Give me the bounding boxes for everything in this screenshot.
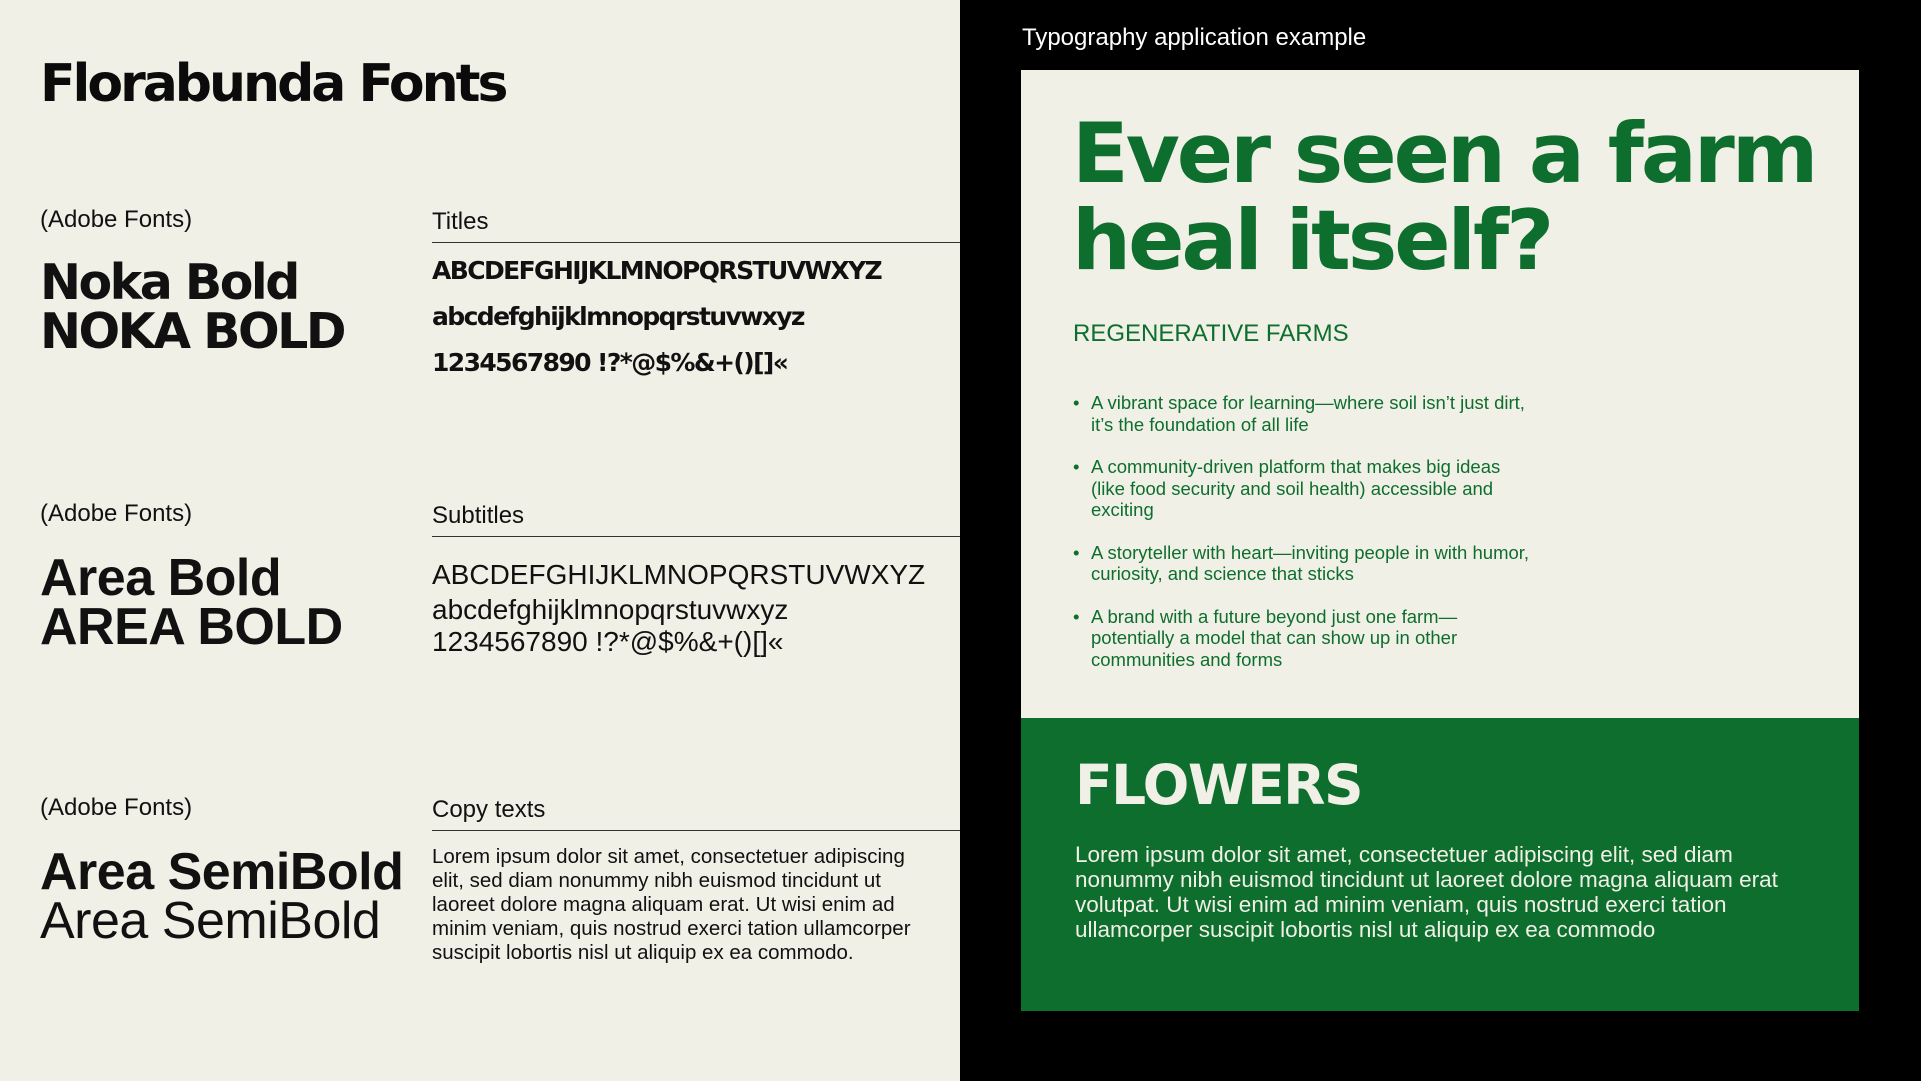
bullet-text: A vibrant space for learning—where soil isn’t just dirt, it’s the foundation of all life	[1091, 392, 1525, 435]
font-role-label: Titles	[432, 208, 489, 235]
font-source-label: (Adobe Fonts)	[40, 794, 193, 821]
panel-label: Typography application example	[1022, 24, 1367, 51]
divider	[432, 830, 960, 831]
example-card-bottom	[1021, 718, 1859, 1011]
bullet-icon: •	[1073, 456, 1080, 477]
glyphs-lowercase: abcdefghijklmnopqrstuvwxyz	[432, 302, 804, 331]
font-role-label: Copy texts	[432, 796, 546, 823]
font-name-uppercase: AREA BOLD	[40, 598, 343, 656]
font-name-regular: Area SemiBold	[40, 892, 381, 950]
list-item	[1073, 456, 1533, 521]
bullet-icon: •	[1073, 541, 1080, 563]
bullet-text: A community-driven platform that makes big ideas (like food security and soil health) accessible and exciting	[1091, 456, 1501, 520]
bullet-icon: •	[1073, 605, 1080, 627]
font-name: Noka Bold	[40, 254, 298, 311]
bullet-text: A storyteller with heart—inviting people in with humor, curiosity, and science that sticks	[1091, 541, 1530, 584]
glyphs-numerals: 1234567890 !?*@$%&+()[]«	[432, 626, 784, 657]
page-title: Florabunda Fonts	[40, 54, 506, 114]
bullet-icon: •	[1073, 392, 1080, 413]
divider	[432, 536, 960, 537]
glyphs-uppercase: ABCDEFGHIJKLMNOPQRSTUVWXYZ	[432, 256, 882, 285]
example-card-top	[1021, 70, 1859, 718]
flowers-title: FLOWERS	[1075, 753, 1363, 817]
glyphs-lowercase: abcdefghijklmnopqrstuvwxyz	[432, 594, 789, 625]
font-source-label: (Adobe Fonts)	[40, 500, 193, 527]
font-name-uppercase: NOKA BOLD	[40, 303, 345, 360]
list-item	[1073, 606, 1533, 671]
sample-copy-text: Lorem ipsum dolor sit amet, consectetuer adipiscing elit, sed diam nonummy nibh euismod tincidunt ut laoreet dolore magna aliquam erat. Ut wisi enim ad minim veniam, quis nostrud exerci tation ullamcorper suscipit lobortis nisl ut aliquip ex ea commodo.	[432, 845, 911, 964]
application-example-panel	[960, 0, 1921, 1081]
list-item	[1073, 542, 1533, 585]
font-specimen-panel	[0, 0, 960, 1081]
glyphs-uppercase: ABCDEFGHIJKLMNOPQRSTUVWXYZ	[432, 559, 926, 590]
bullet-text: A brand with a future beyond just one farm—potentially a model that can show up in other communities and forms	[1091, 605, 1458, 670]
flowers-body-text: Lorem ipsum dolor sit amet, consectetuer adipiscing elit, sed diam nonummy nibh euismod tincidunt ut laoreet dolore magna aliquam erat volutpat. Ut wisi enim ad minim veniam, quis nostrud exerci tation ullamcorper suscipit lobortis nisl ut aliquip ex ea commodo	[1075, 842, 1778, 942]
font-name: Area Bold	[40, 549, 282, 607]
font-name: Area SemiBold	[40, 843, 404, 901]
example-subhead: REGENERATIVE FARMS	[1073, 320, 1349, 347]
divider	[432, 242, 960, 243]
glyphs-numerals: 1234567890 !?*@$%&+()[]«	[432, 348, 788, 377]
font-source-label: (Adobe Fonts)	[40, 206, 193, 233]
font-role-label: Subtitles	[432, 502, 525, 529]
bullet-list	[1073, 392, 1533, 691]
example-headline: Ever seen a farm heal itself?	[1072, 105, 1816, 289]
list-item	[1073, 392, 1533, 435]
